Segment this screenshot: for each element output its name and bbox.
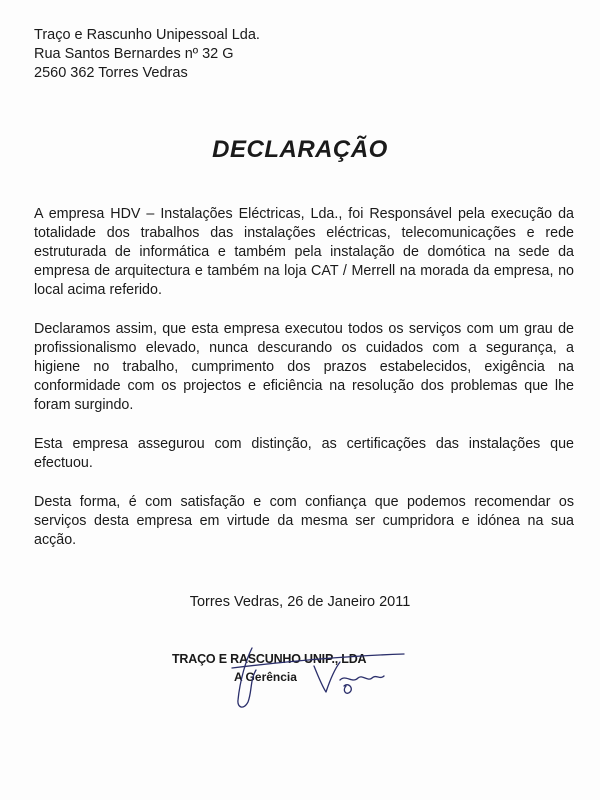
stamp-role: A Gerência (234, 670, 297, 684)
paragraph: Declaramos assim, que esta empresa executou todos os serviços com um grau de profissionalismo elevado, nunca descurando os cuidados com a segurança, a higiene no trabalho, cumprimento dos prazos estabelecidos, exigência na conformidade com os projectos e eficiência na resolução dos problemas que lhe foram surgindo. (34, 321, 574, 413)
document-title: DECLARAÇÃO (212, 136, 388, 163)
document-body (34, 205, 574, 570)
sender-address (34, 26, 260, 83)
sender-street: Rua Santos Bernardes nº 32 G (34, 46, 234, 62)
paragraph: Esta empresa assegurou com distinção, as certificações das instalações que efectuou. (34, 436, 574, 471)
stamp-company-name: TRAÇO E RASCUNHO UNIP., LDA (172, 652, 367, 666)
handwritten-signature (222, 640, 422, 715)
paragraph: Desta forma, é com satisfação e com confiança que podemos recomendar os serviços desta empresa em virtude da mesma ser cumpridora e idónea na sua acção. (34, 494, 574, 548)
paragraph: A empresa HDV – Instalações Eléctricas, Lda., foi Responsável pela execução da totalidade dos trabalhos das instalações eléctricas, telecomunicações e rede estruturada de informática e também pela instalação de domótica na sede da empresa de arquitectura e também na loja CAT / Merrell na morada da empresa, no local acima referido. (34, 206, 574, 298)
sender-city: 2560 362 Torres Vedras (34, 65, 188, 81)
sender-company: Traço e Rascunho Unipessoal Lda. (34, 27, 260, 43)
place-and-date: Torres Vedras, 26 de Janeiro 2011 (189, 594, 411, 610)
